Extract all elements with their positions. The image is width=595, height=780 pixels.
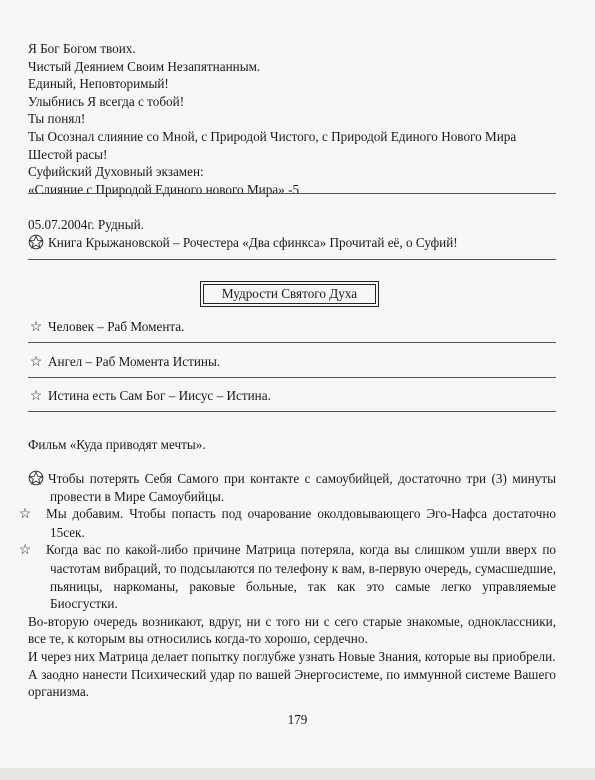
saying-text: Человек – Раб Момента.: [48, 319, 185, 334]
paragraph: А заодно нанести Психический удар по вашей Энергосистеме, по иммунной системе Вашего организма.: [28, 666, 556, 700]
star-outline-icon: ☆: [18, 507, 32, 523]
star-outline-icon: ☆: [29, 320, 43, 335]
pentagram-circle-icon: [28, 470, 44, 486]
date-line: 05.07.2004г. Рудный.: [28, 217, 144, 232]
divider: [28, 377, 556, 378]
page-edge: [0, 768, 595, 780]
paragraph: ☆ Мы добавим. Чтобы попасть под очарование околдовывающего Эго-Нафса достаточно 15сек.: [18, 506, 556, 540]
saying-item: [28, 318, 556, 337]
intro-line: Шестой расы!: [28, 146, 108, 162]
saying-item: [28, 387, 556, 406]
saying-text: Истина есть Сам Бог – Иисус – Истина.: [48, 388, 271, 403]
divider: [28, 342, 556, 343]
saying-text: Ангел – Раб Момента Истины.: [48, 354, 221, 369]
paragraph: Во-вторую очередь возникают, вдруг, ни с того ни с сего старые знакомые, одноклассники, все те, к которым вы относились когда-то хорошо, сердечно.: [28, 613, 556, 647]
intro-line: Ты понял!: [28, 111, 86, 127]
pentagram-circle-icon: [28, 234, 44, 250]
intro-line: Улыбнись Я всегда с тобой!: [28, 93, 185, 109]
page-number: 179: [287, 712, 308, 727]
paragraph: Чтобы потерять Себя Самого при контакте с самоубийцей, достаточно три (3) минуты провести в Мире Самоубийцы.: [28, 470, 556, 505]
intro-line: Ты Осознал слияние со Мной, с Природой Чистого, с Природой Единого Нового Мира: [28, 128, 517, 144]
intro-line: «Слияние с Природой Единого нового Мира» -5: [28, 181, 300, 197]
star-outline-icon: ☆: [18, 543, 32, 559]
book-line: [28, 234, 556, 252]
intro-line: Чистый Деянием Своим Незапятнанным.: [28, 58, 261, 74]
intro-line: Суфийский Духовный экзамен:: [28, 164, 204, 180]
paragraph: И через них Матрица делает попытку поглубже узнать Новые Знания, которые вы приобрели.: [28, 648, 556, 664]
date-block: [28, 216, 556, 251]
intro-line: Единый, Неповторимый!: [28, 76, 169, 92]
star-outline-icon: ☆: [29, 389, 43, 404]
saying-item: [28, 353, 556, 372]
intro-text: [28, 40, 556, 198]
divider: [28, 411, 556, 412]
intro-line: Я Бог Богом твоих.: [28, 41, 136, 56]
box-title: Мудрости Святого Духа: [203, 284, 376, 304]
divider: [28, 193, 556, 194]
paragraph: ☆ Когда вас по какой-либо причине Матрица потеряла, когда вы слишком ушли вверх по частотам вибраций, то подсылаются по телефону к вам, в-первую очередь, сумасшедшие, пьяницы, наркоманы, раковые больные, так как это самые легко управляемые Биосгустки.: [18, 542, 556, 612]
film-title: Фильм «Куда приводят мечты».: [28, 437, 206, 452]
book-text: Книга Крыжановской – Рочестера «Два сфинкса» Прочитай её, о Суфий!: [48, 234, 458, 250]
divider: [28, 259, 556, 260]
film-text: [18, 470, 556, 701]
star-outline-icon: ☆: [29, 355, 43, 370]
